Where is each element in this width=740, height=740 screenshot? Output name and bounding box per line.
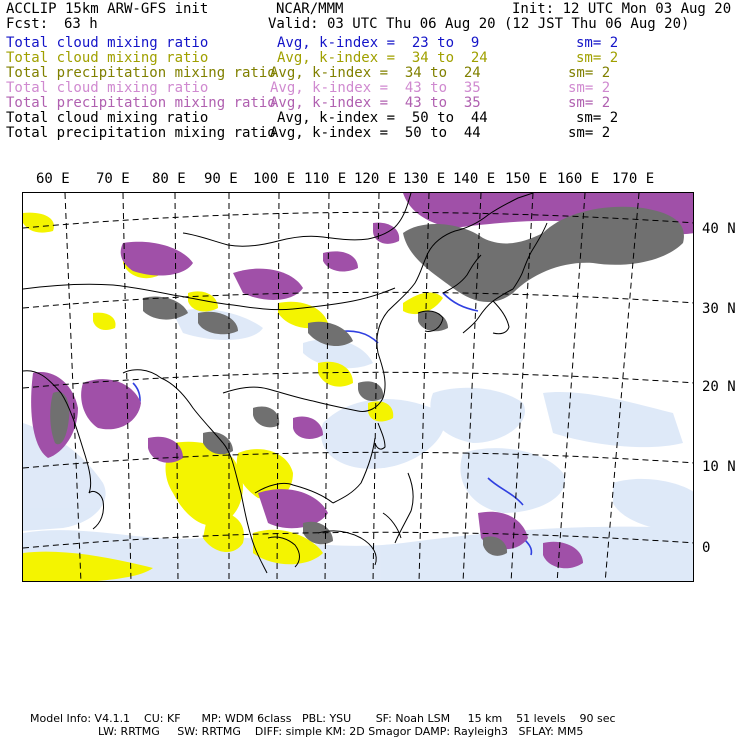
layer-smooth: sm= 2 — [576, 35, 619, 51]
layer-smooth: sm= 2 — [568, 80, 611, 96]
layer-smooth: sm= 2 — [568, 65, 611, 81]
layer-smooth: sm= 2 — [576, 50, 619, 66]
layer-field: Total cloud mixing ratio — [6, 80, 209, 96]
lon-label: 120 E — [354, 171, 397, 187]
layer-smooth: sm= 2 — [568, 125, 611, 141]
forecast-map — [22, 192, 694, 582]
layer-field: Total precipitation mixing ratio — [6, 95, 276, 111]
map-canvas — [23, 193, 694, 582]
org-label: NCAR/MMM — [276, 1, 344, 17]
layer-range: Avg, k-index = 50 to 44 — [270, 125, 481, 141]
layer-row — [6, 51, 736, 66]
lon-label: 70 E — [96, 171, 130, 187]
valid-time: Valid: 03 UTC Thu 06 Aug 20 (12 JST Thu 06 Aug 20) — [268, 16, 690, 32]
lat-label: 10 N — [702, 459, 736, 475]
lon-label: 170 E — [612, 171, 655, 187]
lat-label: 20 N — [702, 379, 736, 395]
layer-range: Avg, k-index = 34 to 24 — [270, 65, 481, 81]
forecast-hours: 63 h — [64, 16, 98, 32]
lon-label: 60 E — [36, 171, 70, 187]
layer-range: Avg, k-index = 34 to 24 — [277, 50, 488, 66]
lon-label: 130 E — [403, 171, 446, 187]
layer-field: Total precipitation mixing ratio — [6, 125, 276, 141]
layer-row — [6, 96, 736, 111]
layer-field: Total cloud mixing ratio — [6, 35, 209, 51]
lon-label: 140 E — [453, 171, 496, 187]
layer-range: Avg, k-index = 43 to 35 — [270, 95, 481, 111]
layer-range: Avg, k-index = 23 to 9 — [277, 35, 480, 51]
lat-label: 0 — [702, 540, 711, 556]
lon-label: 110 E — [304, 171, 347, 187]
model-title: ACCLIP 15km ARW-GFS init — [6, 1, 209, 17]
layer-row — [6, 126, 736, 141]
layer-field: Total cloud mixing ratio — [6, 50, 209, 66]
layer-field: Total precipitation mixing ratio — [6, 65, 276, 81]
lon-label: 150 E — [505, 171, 548, 187]
layer-range: Avg, k-index = 50 to 44 — [277, 110, 488, 126]
model-info-line2: LW: RRTMG SW: RRTMG DIFF: simple KM: 2D Smagor DAMP: Rayleigh3 SFLAY: MM5 — [98, 725, 584, 738]
model-info-line1: Model Info: V4.1.1 CU: KF MP: WDM 6class PBL: YSU SF: Noah LSM 15 km 51 levels 90 sec — [30, 712, 616, 725]
forecast-label: Fcst: — [6, 16, 49, 32]
layer-smooth: sm= 2 — [576, 110, 619, 126]
layer-field: Total cloud mixing ratio — [6, 110, 209, 126]
lon-label: 100 E — [253, 171, 296, 187]
lon-label: 160 E — [557, 171, 600, 187]
low-cloud-fill — [23, 309, 694, 582]
lat-label: 40 N — [702, 221, 736, 237]
layer-smooth: sm= 2 — [568, 95, 611, 111]
lon-label: 90 E — [204, 171, 238, 187]
lat-label: 30 N — [702, 301, 736, 317]
layer-range: Avg, k-index = 43 to 35 — [270, 80, 481, 96]
init-time: Init: 12 UTC Mon 03 Aug 20 — [512, 1, 732, 17]
layer-row — [6, 81, 736, 96]
layer-row — [6, 66, 736, 81]
layer-row — [6, 111, 736, 126]
layer-row — [6, 36, 736, 51]
lon-label: 80 E — [152, 171, 186, 187]
